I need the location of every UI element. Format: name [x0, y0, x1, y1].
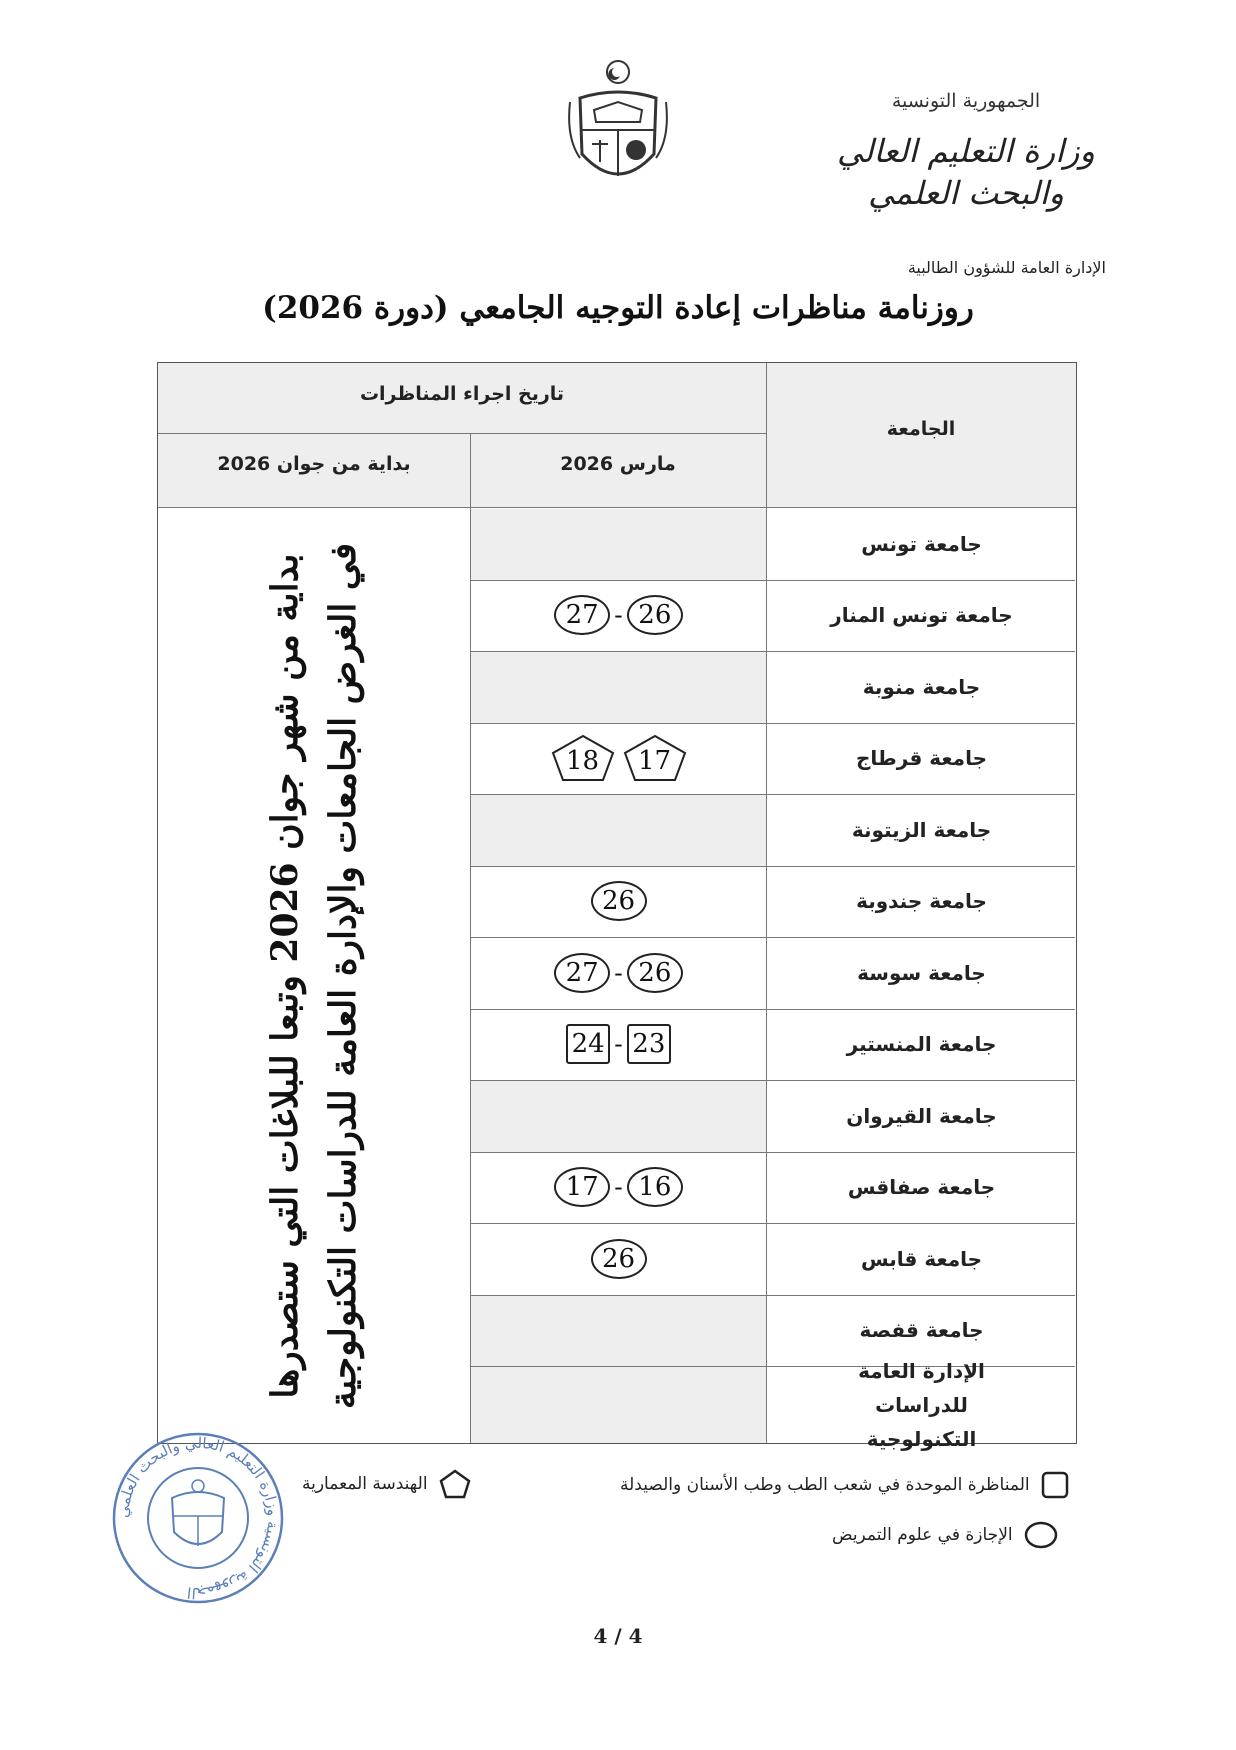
dates-group-header: تاريخ اجراء المناظرات: [359, 383, 565, 405]
circle-icon: [1023, 1520, 1059, 1550]
university-name: الإدارة العامة للدراسات التكنولوجية: [858, 1358, 985, 1451]
university-name: جامعة جندوبة: [856, 889, 987, 914]
university-name: جامعة قفصة: [859, 1318, 984, 1343]
date-mark-circle: 26: [627, 595, 683, 635]
square-icon: [1040, 1470, 1070, 1500]
university-name: جامعة الزيتونة: [851, 817, 992, 842]
university-name: جامعة تونس: [861, 531, 982, 556]
date-mark-pentagon: [549, 733, 617, 783]
march-dates-cell: [471, 723, 766, 795]
legend-circle: [832, 1520, 1059, 1550]
date-separator: -: [614, 601, 623, 630]
empty-date-cell: [471, 1367, 766, 1443]
march-dates-cell: [471, 937, 766, 1009]
date-mark-circle: 27: [554, 953, 610, 993]
legend-circle-label: الإجازة في علوم التمريض: [832, 1525, 1013, 1545]
date-mark-square: 24: [566, 1024, 610, 1064]
june-column-header: بداية من جوان 2026: [217, 453, 411, 475]
ministry-name: [816, 130, 1116, 214]
university-name: جامعة قرطاج: [856, 746, 987, 771]
june-note: بداية من شهر جوان 2026 وتبعا للبلاغات التي ستصدرها في الغرض الجامعات والإدارة العامة للدراسات التكنولوجية: [263, 542, 364, 1409]
march-dates-cell: [471, 1223, 766, 1295]
date-separator: -: [614, 1030, 623, 1059]
march-dates-cell: [471, 1152, 766, 1224]
legend-pentagon: [302, 1468, 472, 1500]
march-dates-cell: [471, 580, 766, 652]
direction-label: الإدارة العامة للشؤون الطالبية: [907, 258, 1106, 277]
legend-pentagon-label: الهندسة المعمارية: [302, 1474, 428, 1494]
date-value: 17: [637, 746, 672, 777]
page-number: 4 / 4: [593, 1624, 643, 1648]
march-column-header: مارس 2026: [560, 453, 676, 475]
date-mark-circle: 26: [591, 881, 647, 921]
calendar-table: [157, 362, 1077, 1451]
pentagon-icon: [438, 1468, 472, 1500]
empty-date-cell: [471, 1296, 766, 1367]
tunisia-coat-of-arms-icon: [566, 58, 670, 198]
date-mark-circle: 17: [554, 1167, 610, 1207]
legend-square-label: المناظرة الموحدة في شعب الطب وطب الأسنان والصيدلة: [620, 1475, 1030, 1495]
march-dates-cell: [471, 866, 766, 938]
university-name: جامعة صفاقس: [847, 1175, 996, 1200]
stamp-text: الجمهورية التونسية وزارة التعليم العالي والبحث العلمي: [113, 1433, 283, 1603]
date-mark-pentagon: [621, 733, 689, 783]
date-mark-circle: 27: [554, 595, 610, 635]
date-mark-square: 23: [627, 1024, 671, 1064]
page-title: روزنامة مناظرات إعادة التوجيه الجامعي (دورة 2026): [262, 290, 974, 326]
university-name: جامعة المنستير: [846, 1032, 997, 1057]
date-value: 18: [565, 746, 600, 777]
university-name: جامعة منوبة: [862, 674, 981, 699]
university-name: جامعة قابس: [860, 1246, 983, 1271]
university-name: جامعة القيروان: [846, 1103, 997, 1128]
empty-date-cell: [471, 652, 766, 723]
republic-label: الجمهورية التونسية: [891, 90, 1041, 112]
university-column-header: الجامعة: [886, 418, 956, 440]
empty-date-cell: [471, 509, 766, 580]
empty-date-cell: [471, 795, 766, 866]
header-divider: [158, 433, 766, 434]
march-dates-cell: [471, 1009, 766, 1081]
ministry-line-2: والبحث العلمي: [868, 174, 1064, 212]
date-mark-circle: 26: [627, 953, 683, 993]
legend-square: [620, 1470, 1070, 1500]
university-name: جامعة تونس المنار: [830, 603, 1013, 628]
ministry-stamp: [108, 1428, 288, 1608]
empty-date-cell: [471, 1081, 766, 1152]
university-name: جامعة سوسة: [857, 960, 986, 985]
date-separator: -: [614, 1173, 623, 1202]
date-separator: -: [614, 958, 623, 987]
date-mark-circle: 16: [627, 1167, 683, 1207]
header-ministry-block: [816, 80, 1116, 214]
june-note-cell: [158, 508, 469, 1443]
date-mark-circle: 26: [591, 1239, 647, 1279]
ministry-line-1: وزارة التعليم العالي: [837, 132, 1095, 170]
